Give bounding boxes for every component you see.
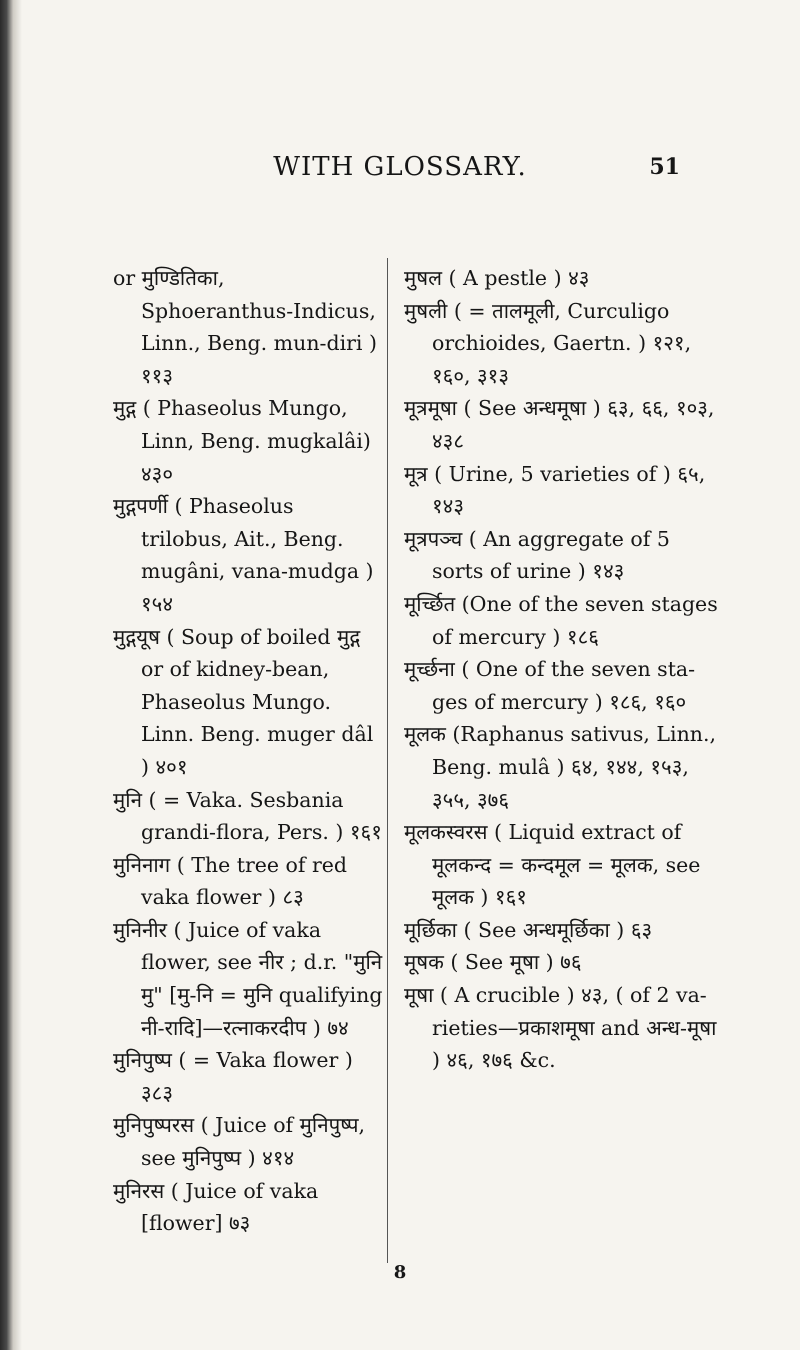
glossary-entry: मुनिनीर ( Juice of vaka flower, see नीर ; d.r. "मुनि मु" [मु-नि = मुनि qualifying नी-रादि]—रत्नाकरदीप ) ७४: [113, 917, 383, 1040]
running-head: WITH GLOSSARY.: [273, 152, 527, 182]
glossary-entry: मुनिपुष्परस ( Juice of मुनिपुष्प, see मुनिपुष्प ) ४१४: [113, 1113, 366, 1171]
glossary-entry: मूत्रपञ्च ( An aggregate of 5 sorts of urine ) १४३: [404, 526, 670, 584]
glossary-entry: मूत्र ( Urine, 5 varieties of ) ६५, १४३: [404, 461, 706, 519]
glossary-entry: मूलकस्वरस ( Liquid extract of मूलकन्द = कन्दमूल = मूलक, see मूलक ) १६१: [404, 820, 701, 910]
glossary-entry: मूत्रमूषा ( See अन्धमूषा ) ६३, ६६, १०३, ४३८: [404, 396, 715, 453]
glossary-entry: मुद्ग ( Phaseolus Mungo, Linn, Beng. mugkalâi) ४३०: [113, 396, 371, 486]
page-header: [0, 152, 800, 192]
left-column: [113, 262, 383, 1240]
glossary-entry: मूर्च्छना ( One of the seven sta-ges of mercury ) १८६, १६०: [404, 657, 696, 714]
glossary-entry: मूषा ( A crucible ) ४३, ( of 2 va-rieties—प्रकाशमूषा and अन्ध-मूषा ) ४६, १७६ &c.: [404, 983, 717, 1073]
glossary-entry: मुनिरस ( Juice of vaka [flower] ७३: [113, 1178, 319, 1236]
glossary-entry: मुनि ( = Vaka. Sesbania grandi-flora, Pers. ) १६१: [113, 787, 382, 845]
glossary-entry: मूलक (Raphanus sativus, Linn., Beng. mulâ ) ६४, १४४, १५३, ३५५, ३७६: [404, 722, 717, 812]
column-divider: [387, 258, 388, 1263]
glossary-entry: मूर्छिका ( See अन्धमूर्छिका ) ६३: [404, 917, 653, 942]
glossary-entry: मुषली ( = तालमूली, Curculigo orchioides, Gaertn. ) १२१, १६०, ३१३: [404, 298, 692, 388]
page-number: 51: [649, 154, 680, 180]
signature-mark: 8: [393, 1262, 407, 1283]
right-column: [404, 262, 720, 1077]
glossary-entry: or मुण्डितिका, Sphoeranthus-Indicus, Linn., Beng. mun-diri ) ११३: [113, 266, 378, 388]
glossary-entry: मुद्गयूष ( Soup of boiled मुद्ग or of kidney-bean, Phaseolus Mungo. Linn. Beng. muger dâl ) ४०१: [113, 624, 374, 779]
page-binding-edge: [0, 0, 22, 1350]
glossary-entry: मुषल ( A pestle ) ४३: [404, 266, 590, 290]
glossary-entry: मुद्गपर्णी ( Phaseolus trilobus, Ait., Beng. mugâni, vana-mudga ) १५४: [113, 494, 374, 616]
glossary-entry: मुनिपुष्प ( = Vaka flower ) ३८३: [113, 1048, 353, 1105]
glossary-entry: मूर्च्छित (One of the seven stages of mercury ) १८६: [404, 591, 718, 649]
glossary-entry: मूषक ( See मूषा ) ७६: [404, 950, 582, 975]
glossary-entry: मुनिनाग ( The tree of red vaka flower ) ८३: [113, 852, 348, 910]
